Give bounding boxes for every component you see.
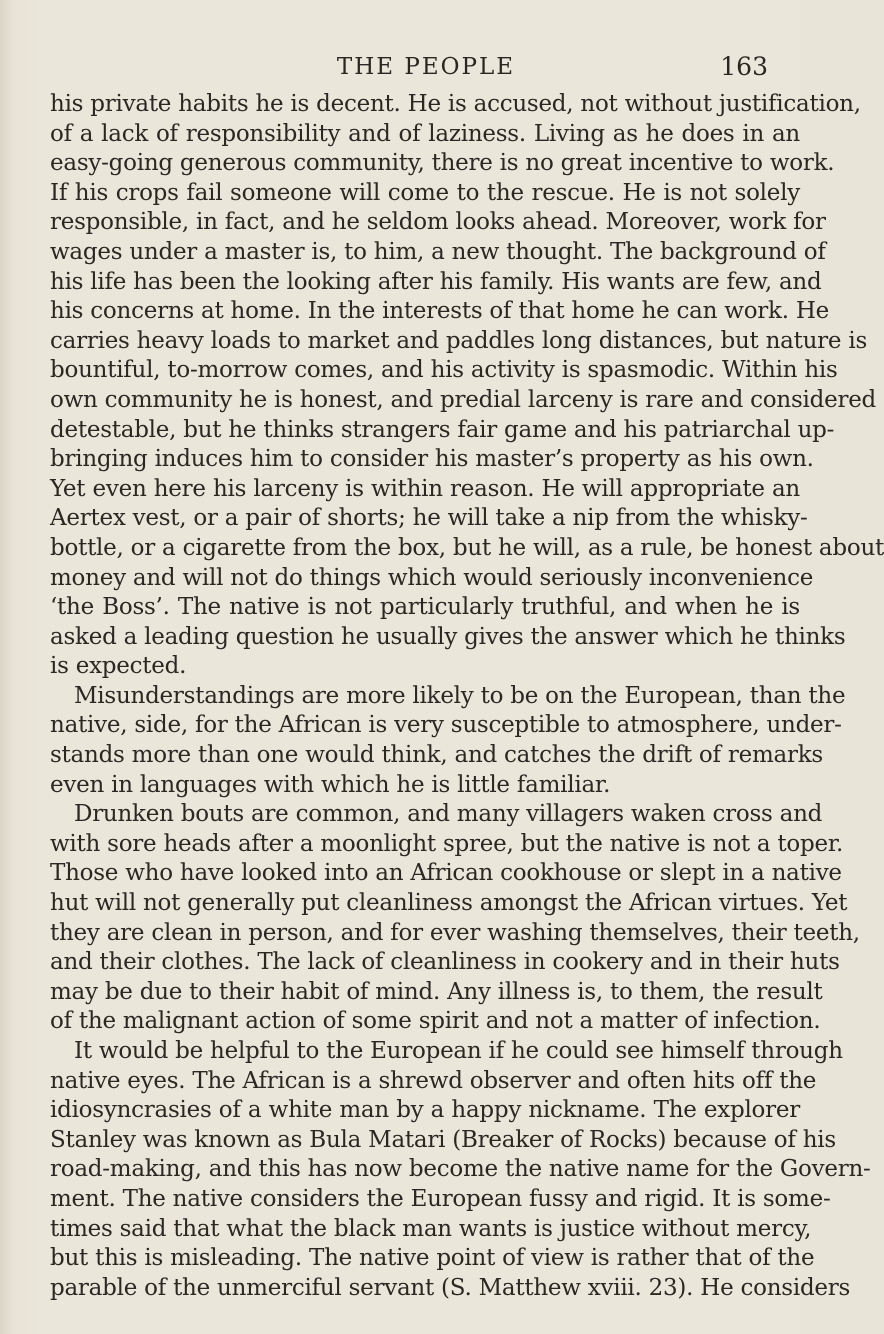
- text-line: responsible, in fact, and he seldom looks ahead. Moreover, work for: [50, 209, 826, 236]
- text-line: and their clothes. The lack of cleanliness in cookery and in their huts: [50, 949, 840, 976]
- text-line: road-making, and this has now become the native name for the Govern-: [50, 1156, 871, 1183]
- text-line: of a lack of responsibility and of laziness. Living as he does in an: [50, 120, 800, 147]
- text-line: Stanley was known as Bula Matari (Breaker of Rocks) because of his: [50, 1126, 836, 1153]
- paragraph: [50, 1037, 871, 1303]
- paragraph: [50, 682, 846, 800]
- text-line: It would be helpful to the European if he could see himself through: [74, 1038, 843, 1064]
- text-line: stands more than one would think, and catches the drift of remarks: [50, 742, 823, 769]
- page-header: [82, 52, 770, 86]
- text-line: with sore heads after a moonlight spree, but the native is not a toper.: [50, 830, 844, 857]
- text-line: idiosyncrasies of a white man by a happy nickname. The explorer: [50, 1097, 800, 1124]
- text-line: asked a leading question he usually gives the answer which he thinks: [50, 623, 846, 650]
- text-line: ment. The native considers the European fussy and rigid. It is some-: [50, 1185, 831, 1212]
- text-line: his private habits he is decent. He is accused, not without justification,: [50, 91, 861, 117]
- text-line: native eyes. The African is a shrewd observer and often hits off the: [50, 1067, 817, 1094]
- text-line: Those who have looked into an African cookhouse or slept in a native: [50, 860, 842, 887]
- text-line: money and will not do things which would seriously inconvenience: [50, 564, 814, 591]
- running-head: THE PEOPLE: [336, 54, 516, 80]
- text-line: his life has been the looking after his family. His wants are few, and: [50, 268, 822, 295]
- paragraph: [50, 800, 860, 1037]
- text-line: native, side, for the African is very susceptible to atmosphere, under-: [50, 712, 842, 739]
- text-line: hut will not generally put cleanliness amongst the African virtues. Yet: [50, 890, 848, 917]
- paragraph: [50, 90, 884, 682]
- text-line: times said that what the black man wants is justice without mercy,: [50, 1215, 812, 1242]
- text-line: Misunderstandings are more likely to be on the European, than the: [74, 682, 846, 709]
- body-text: [50, 90, 884, 1303]
- text-line: detestable, but he thinks strangers fair game and his patriarchal up-: [50, 416, 835, 443]
- text-line: Drunken bouts are common, and many villagers waken cross and: [74, 801, 823, 828]
- text-line: his concerns at home. In the interests of that home he can work. He: [50, 298, 830, 325]
- text-line: own community he is honest, and predial larceny is rare and considered: [50, 386, 877, 413]
- text-line: easy-going generous community, there is no great incentive to work.: [50, 150, 835, 177]
- text-line: If his crops fail someone will come to the rescue. He is not solely: [50, 179, 800, 206]
- text-line: wages under a master is, to him, a new thought. The background of: [50, 238, 826, 265]
- text-line: but this is misleading. The native point of view is rather that of the: [50, 1245, 815, 1272]
- text-line: is expected.: [50, 653, 187, 680]
- text-line: parable of the unmerciful servant (S. Matthew xviii. 23). He considers: [50, 1274, 851, 1301]
- text-line: bountiful, to-morrow comes, and his activity is spasmodic. Within his: [50, 357, 838, 384]
- text-line: Aertex vest, or a pair of shorts; he will take a nip from the whisky-: [50, 505, 808, 532]
- text-line: may be due to their habit of mind. Any illness is, to them, the result: [50, 978, 823, 1005]
- text-line: carries heavy loads to market and paddles long distances, but nature is: [50, 327, 868, 354]
- text-line: bottle, or a cigarette from the box, but he will, as a rule, be honest about: [50, 534, 884, 561]
- text-line: of the malignant action of some spirit and not a matter of infection.: [50, 1008, 821, 1035]
- text-line: Yet even here his larceny is within reason. He will appropriate an: [50, 475, 800, 502]
- text-line: even in languages with which he is little familiar.: [50, 771, 611, 798]
- text-line: bringing induces him to consider his master’s property as his own.: [50, 446, 814, 473]
- text-line: ‘the Boss’. The native is not particularly truthful, and when he is: [50, 594, 800, 621]
- text-line: they are clean in person, and for ever washing themselves, their teeth,: [50, 919, 860, 946]
- page-number: 163: [720, 52, 768, 81]
